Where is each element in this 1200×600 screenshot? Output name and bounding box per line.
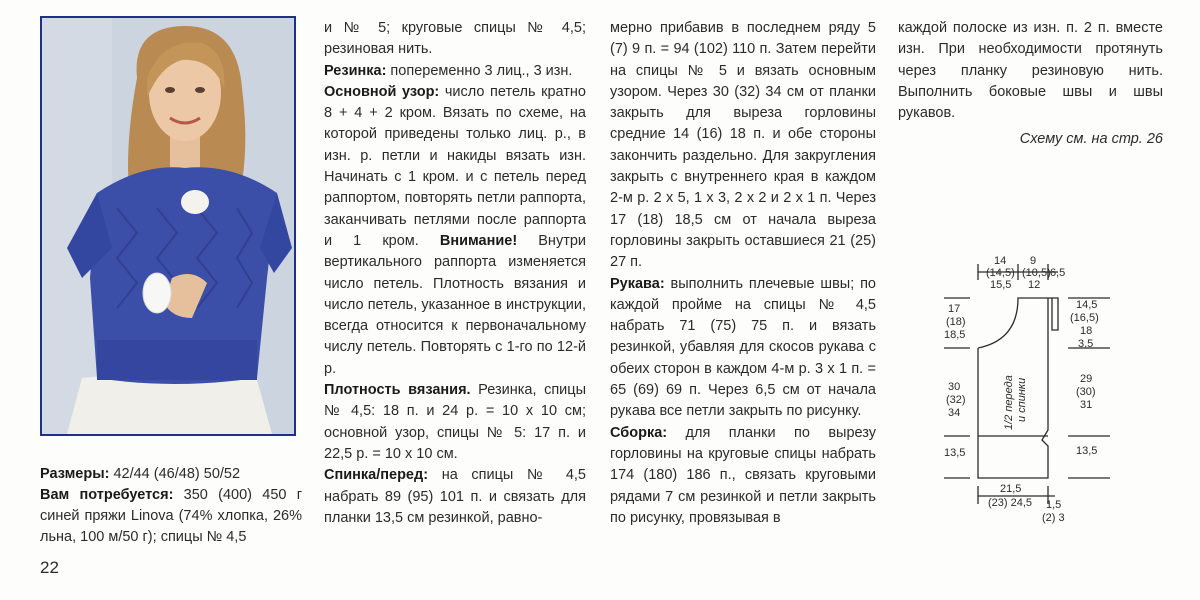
main-pattern-label: Основной узор: [324,83,440,100]
page-number: 22 [40,558,59,577]
rib-text: попеременно 3 лиц., 3 изн. [386,62,573,79]
materials-value: 350 (400) 450 г синей пряжи Linova (74% хлопка, 26% льна, 100 м/50 г); спицы № 4,5 [40,487,303,545]
assembly-text: для планки по вырезу горловины на круговые спицы набрать 174 (180) 186 п., связать круговыми рядами 7 см резинкой и петли закрыть по рисунку, провязывая в [610,424,876,526]
dim-bottom1-a: 21,5 [1000,483,1022,495]
dim-right2-c: 31 [1080,399,1093,411]
dim-left1-c: 18,5 [944,329,966,341]
dim-top1-c: 15,5 [990,279,1012,291]
rib-paragraph [324,61,586,82]
sizes-line [40,464,302,485]
dim-top2-b: (10,5) [1022,267,1051,279]
assembly-label: Сборка: [610,424,668,441]
back-front-text: на спицы № 4,5 набрать 89 (95) 101 п. и связать для планки 13,5 см резинкой, равно- [324,467,586,526]
dim-top3: 6,5 [1050,267,1066,279]
sleeves-paragraph [610,274,876,423]
dim-left2-b: (32) [946,394,966,406]
assembly-paragraph [610,423,876,529]
dim-right1-d: 3,5 [1078,338,1094,350]
materials-label: Вам потребуется: [40,487,174,503]
model-photo [40,16,296,436]
main-pattern-text-a: число петель кратно 8 + 4 + 2 кром. Вязать по схеме, на которой приведены только лиц. р., в изн. р. петли и накиды вязать изн. Начинать с 1 кром. и с петель перед раппортом, повторять петли раппорта, заканчивать петлями после раппорта и 1 кром. [324,83,586,249]
piece-label-a: 1/2 переда [1003,375,1015,430]
dim-bottom1-b: (23) 24,5 [988,497,1033,509]
dim-top1-a: 14 [994,255,1007,267]
back-front-label: Спинка/перед: [324,467,429,484]
sleeves-text: выполнить плечевые швы; по каждой пройме на спицы № 4,5 набрать 71 (75) 75 п. и вязать резинкой, убавляя для скосов рукава с обеих сторон в каждом 4-м р. 3 х 1 п. = 65 (69) 69 п. Через 6,5 см от начала рукава все петли закрыть по рисунку. [610,275,876,420]
back-front-paragraph [324,465,586,529]
sizes-value: 42/44 (46/48) 50/52 [109,466,241,482]
dim-right2-b: (30) [1076,386,1096,398]
main-pattern-text-b: Внутри вертикального раппорта изменяется число петель. Плотность вязания и число петель, указанное в инструкции, всегда относится к первоначальному числу петель. Повторять с 1-го по 12-й р. [324,232,586,377]
back-front-continued: мерно прибавив в последнем ряду 5 (7) 9 п. = 94 (102) 110 п. Затем перейти на спицы № 5 и вязать основным узором. Через 30 (32) 34 см от планки закрыть для выреза горловины средние 14 (16) 18 п. и обе стороны закончить раздельно. Для закругления закрыть с внутреннего края в каждом 2-м р. 2 х 5, 1 х 3, 2 х 2 и 2 х 1 п. Через 17 (18) 18,5 см от начала выреза горловины закрыть оставшиеся 21 (25) 27 п. [610,20,876,271]
text-column-3 [898,18,1163,151]
density-text: Резинка, спицы № 4,5: 18 п. и 24 р. = 10 х 10 см; основной узор, спицы № 5: 17 п. и 22,5 р. = 10 х 10 см. [324,382,586,462]
text-column-1 [324,18,586,529]
schematic-drawing [930,250,1180,530]
main-pattern-paragraph [324,82,586,380]
dim-right2-a: 29 [1080,373,1093,385]
density-label: Плотность вязания. [324,382,471,399]
rib-label: Резинка: [324,62,387,79]
text-column-2 [610,18,876,529]
materials-line [40,485,302,548]
dim-top2-a: 9 [1030,255,1037,267]
dim-top1-b: (14,5) [986,267,1015,279]
dim-right1-c: 18 [1080,325,1093,337]
dim-top2-c: 12 [1028,279,1041,291]
density-paragraph [324,380,586,465]
dim-left1-b: (18) [946,316,966,328]
model-illustration [42,18,294,434]
sleeves-label: Рукава: [610,275,665,292]
scheme-reference: Схему см. на стр. 26 [1019,131,1163,148]
piece-label-group [1003,375,1028,430]
info-block [40,464,302,548]
dim-right1-a: 14,5 [1076,299,1098,311]
tools-continued: и № 5; круговые спицы № 4,5; резиновая нить. [324,20,586,58]
dim-right3: 13,5 [1076,445,1098,457]
dim-left2-a: 30 [948,381,961,393]
pattern-schematic [930,250,1180,530]
dim-left1-a: 17 [948,303,961,315]
dim-right1-b: (16,5) [1070,312,1099,324]
piece-label-b: и спинки [1016,377,1028,422]
sizes-label: Размеры: [40,466,110,482]
dim-bottom2-a: 1,5 [1046,499,1062,511]
dim-bottom2-b: (2) 3 [1042,512,1065,524]
dim-left2-c: 34 [948,407,961,419]
assembly-continued: каждой полоске из изн. п. 2 п. вместе изн. При необходимости протянуть через планку резиновую нить. Выполнить боковые швы и швы рукавов. [898,20,1163,122]
attention-label: Внимание! [439,232,518,249]
dim-left3: 13,5 [944,447,966,459]
